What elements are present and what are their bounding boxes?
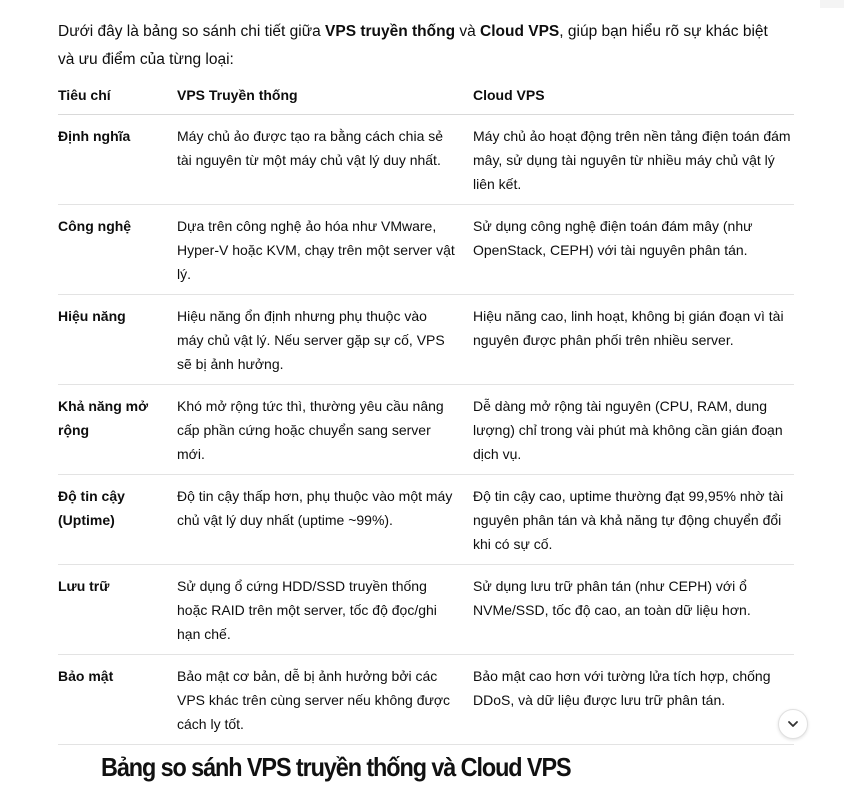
- row-traditional: Khó mở rộng tức thì, thường yêu cầu nâng cấp phần cứng hoặc chuyển sang server mới.: [177, 385, 473, 475]
- intro-bold-traditional: VPS truyền thống: [325, 23, 456, 40]
- row-criterion: Lưu trữ: [58, 565, 177, 655]
- intro-text-2: và: [455, 23, 481, 40]
- table-row: [58, 655, 794, 745]
- table-row: [58, 475, 794, 565]
- row-criterion: Công nghệ: [58, 205, 177, 295]
- row-criterion: Định nghĩa: [58, 115, 177, 205]
- row-traditional: Hiệu năng ổn định nhưng phụ thuộc vào máy chủ vật lý. Nếu server gặp sự cố, VPS sẽ bị ảnh hưởng.: [177, 295, 473, 385]
- table-row: [58, 205, 794, 295]
- chevron-down-icon: [786, 717, 800, 731]
- intro-text-3: , giúp bạn hiểu rõ sự khác biệt và ưu điểm của từng loại:: [58, 23, 768, 68]
- row-traditional: Sử dụng ổ cứng HDD/SSD truyền thống hoặc RAID trên một server, tốc độ đọc/ghi hạn chế.: [177, 565, 473, 655]
- row-criterion: Bảo mật: [58, 655, 177, 745]
- row-cloud: Độ tin cậy cao, uptime thường đạt 99,95% nhờ tài nguyên phân tán và khả năng tự động chuyển đổi khi có sự cố.: [473, 475, 794, 565]
- row-criterion: Hiệu năng: [58, 295, 177, 385]
- intro-text-1: Dưới đây là bảng so sánh chi tiết giữa: [58, 23, 326, 40]
- comparison-table: [58, 74, 794, 745]
- table-row: [58, 115, 794, 205]
- row-cloud: Sử dụng lưu trữ phân tán (như CEPH) với ổ NVMe/SSD, tốc độ cao, an toàn dữ liệu hơn.: [473, 565, 794, 655]
- article-heading: Bảng so sánh VPS truyền thống và Cloud VPS: [101, 752, 571, 782]
- row-cloud: Máy chủ ảo hoạt động trên nền tảng điện toán đám mây, sử dụng tài nguyên từ nhiều máy chủ vật lý liên kết.: [473, 115, 794, 205]
- row-traditional: Dựa trên công nghệ ảo hóa như VMware, Hyper-V hoặc KVM, chạy trên một server vật lý.: [177, 205, 473, 295]
- table-row: [58, 295, 794, 385]
- row-cloud: Bảo mật cao hơn với tường lửa tích hợp, chống DDoS, và dữ liệu được lưu trữ phân tán.: [473, 655, 794, 745]
- scroll-down-button[interactable]: [778, 709, 808, 739]
- row-traditional: Bảo mật cơ bản, dễ bị ảnh hưởng bởi các VPS khác trên cùng server nếu không được cách ly tốt.: [177, 655, 473, 745]
- row-cloud: Dễ dàng mở rộng tài nguyên (CPU, RAM, dung lượng) chỉ trong vài phút mà không cần gián đoạn dịch vụ.: [473, 385, 794, 475]
- intro-bold-cloud: Cloud VPS: [480, 23, 560, 40]
- row-traditional: Độ tin cậy thấp hơn, phụ thuộc vào một máy chủ vật lý duy nhất (uptime ~99%).: [177, 475, 473, 565]
- header-cloud: Cloud VPS: [473, 74, 794, 115]
- row-criterion: Độ tin cậy (Uptime): [58, 475, 177, 565]
- row-cloud: Hiệu năng cao, linh hoạt, không bị gián đoạn vì tài nguyên được phân phối trên nhiều server.: [473, 295, 794, 385]
- table-row: [58, 385, 794, 475]
- table-header-row: [58, 74, 794, 115]
- row-cloud: Sử dụng công nghệ điện toán đám mây (như OpenStack, CEPH) với tài nguyên phân tán.: [473, 205, 794, 295]
- header-traditional: VPS Truyền thống: [177, 74, 473, 115]
- row-traditional: Máy chủ ảo được tạo ra bằng cách chia sẻ tài nguyên từ một máy chủ vật lý duy nhất.: [177, 115, 473, 205]
- intro-paragraph: [58, 18, 788, 74]
- row-criterion: Khả năng mở rộng: [58, 385, 177, 475]
- table-row: [58, 565, 794, 655]
- header-criterion: Tiêu chí: [58, 74, 177, 115]
- corner-mark: [820, 0, 844, 8]
